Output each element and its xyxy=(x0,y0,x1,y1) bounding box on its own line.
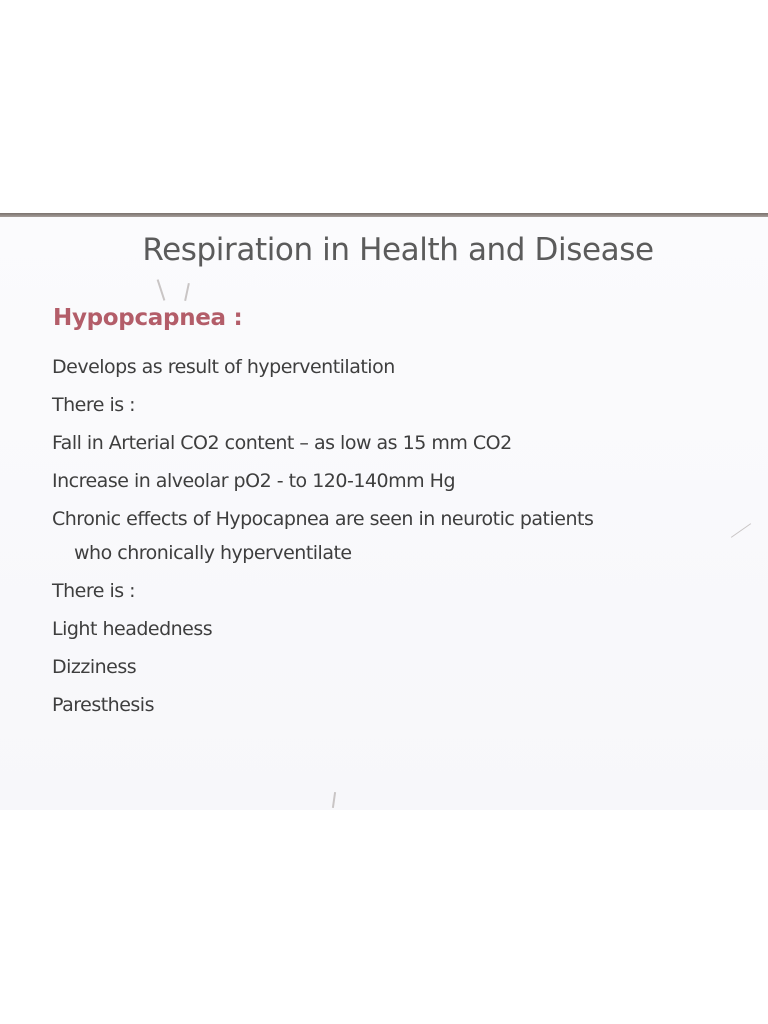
section-heading: Hypopcapnea : xyxy=(53,305,243,331)
body-line: Increase in alveolar pO2 - to 120-140mm Hg xyxy=(52,470,456,492)
body-line: who chronically hyperventilate xyxy=(74,542,352,564)
body-line: Fall in Arterial CO2 content – as low as 15 mm CO2 xyxy=(52,432,512,454)
smudge-mark xyxy=(332,792,336,808)
body-line: Develops as result of hyperventilation xyxy=(52,356,395,378)
body-line: Chronic effects of Hypocapnea are seen in neurotic patients xyxy=(52,508,594,530)
body-line: There is : xyxy=(52,580,136,602)
body-text xyxy=(52,350,593,726)
body-line: Light headedness xyxy=(52,618,213,640)
body-line: There is : xyxy=(52,394,136,416)
smudge-mark xyxy=(157,279,166,301)
body-line: Paresthesis xyxy=(52,694,154,716)
slide-title: Respiration in Health and Disease xyxy=(142,232,654,268)
body-line: Dizziness xyxy=(52,656,137,678)
smudge-mark xyxy=(731,523,751,538)
smudge-mark xyxy=(184,283,190,301)
